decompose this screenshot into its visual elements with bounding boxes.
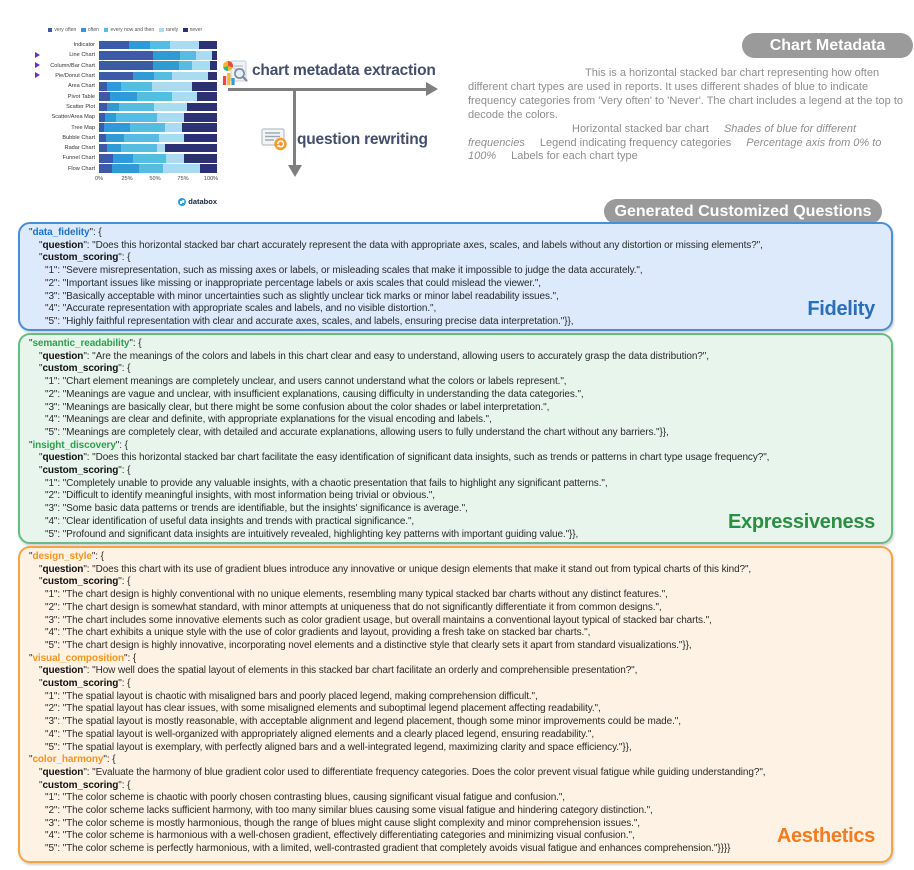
bar-segment — [121, 82, 152, 91]
bar-segment — [113, 154, 133, 163]
bar-segment — [199, 41, 217, 50]
chart-row-label: Scatter Plot — [66, 103, 95, 110]
bar-segment — [179, 61, 192, 70]
chart-row-label: Funnel Chart — [62, 155, 95, 162]
bar-segment — [119, 103, 154, 112]
legend-swatch — [104, 28, 109, 33]
chart-x-axis — [94, 176, 219, 184]
arrow-down-head — [288, 165, 302, 177]
bar-segment — [99, 51, 153, 60]
json-score-line: "2": "Difficult to identify meaningful insights, with most information being trivial or obvious.", — [45, 490, 435, 502]
generated-questions-badge: Generated Customized Questions — [604, 199, 882, 224]
highlight-marker-icon — [35, 72, 40, 78]
json-score-line: "2": "The spatial layout has clear issues, with some misaligned elements and suboptimal legend placement affecting readability.", — [45, 703, 601, 715]
legend-item: never — [183, 27, 202, 33]
bar-segment — [154, 103, 187, 112]
chart-metadata-description: This is a horizontal stacked bar chart representing how often different chart types are used in reports. It uses different shades of blue to indicate frequency categories from 'Very often' to 'Never'. The chart includes a legend at the top to decode the colors. — [468, 67, 903, 121]
chart-row — [33, 102, 217, 112]
json-score-line: "1": "The color scheme is chaotic with poorly chosen contrasting blues, causing significant visual fatigue and confusion.", — [45, 792, 565, 804]
json-question-line: "question": "Does this chart with its use of gradient blues introduce any innovative or unique design elements that make it stand out from typical charts of this kind?", — [39, 563, 752, 575]
metadata-feature: Legend indicating frequency categories — [539, 136, 732, 149]
bar-segment — [208, 72, 217, 81]
json-custom-scoring-line: "custom_scoring": { — [39, 465, 131, 477]
bar-segment — [184, 134, 217, 143]
bar-segment — [129, 41, 150, 50]
json-custom-scoring-line: "custom_scoring": { — [39, 779, 131, 791]
stacked-bar — [99, 134, 217, 143]
bar-segment — [116, 113, 157, 122]
bar-segment — [212, 51, 217, 60]
json-score-line: "4": "The color scheme is harmonious with a well-chosen gradient, effectively differentiating categories and minimizing visual confusion.", — [45, 830, 635, 842]
bar-segment — [184, 113, 217, 122]
json-score-line: "2": "Important issues like missing or inappropriate percentage labels or axis scales that could mislead the viewer.", — [45, 277, 541, 289]
legend-item: very often — [48, 27, 76, 33]
stacked-bar — [99, 154, 217, 163]
x-axis-tick: 25% — [121, 176, 133, 182]
legend-swatch — [81, 28, 86, 33]
json-question-line: "question": "Does this horizontal stacked bar chart accurately represent the data with appropriate axes, scales, and labels without any distortion or missing elements?", — [39, 239, 763, 251]
bar-segment — [99, 154, 113, 163]
chart-row — [33, 122, 217, 132]
chart-row-label: Column/Bar Chart — [50, 62, 95, 69]
bar-segment — [157, 113, 184, 122]
chart-row — [33, 61, 217, 71]
bar-segment — [172, 72, 207, 81]
bar-segment — [163, 164, 201, 173]
chart-row — [33, 71, 217, 81]
json-custom-scoring-line: "custom_scoring": { — [39, 363, 131, 375]
json-question-line: "question": "Are the meanings of the colors and labels in this chart clear and easy to understand, allowing users to accurately grasp the data distribution?", — [39, 350, 709, 362]
chart-row-label: Pivot Table — [67, 93, 95, 100]
json-score-line: "2": "Meanings are vague and unclear, with insufficient explanations, causing difficulty in understanding the data categories.", — [45, 388, 584, 400]
stacked-bar — [99, 113, 217, 122]
metadata-feature: Labels for each chart type — [511, 150, 638, 163]
legend-item: every now and then — [104, 27, 154, 33]
bar-segment — [112, 164, 139, 173]
metadata-feature: Shades of blue for different frequencies — [468, 122, 857, 149]
chart-row-label: Pie/Donut Chart — [55, 73, 95, 80]
json-score-line: "1": "Chart element meanings are completely unclear, and users cannot understand what the colors or labels represent.", — [45, 376, 567, 388]
bar-segment — [137, 92, 172, 101]
json-score-line: "5": "Profound and significant data insights are intuitively revealed, highlighting key patterns with important guiding value."}}, — [45, 528, 579, 540]
json-score-line: "3": "Meanings are basically clear, but there might be some confusion about the color shades or label interpretation.", — [45, 401, 550, 413]
json-score-line: "5": "The color scheme is perfectly harmonious, with a limited, well-contrasted gradient that completely avoids visual fatigue and enhances comprehension."}}}} — [45, 843, 731, 855]
highlight-marker-icon — [35, 62, 40, 68]
bar-segment — [99, 103, 107, 112]
bar-segment — [180, 51, 195, 60]
json-key-line: "color_harmony": { — [29, 754, 116, 766]
bar-segment — [99, 144, 107, 153]
bar-segment — [124, 134, 159, 143]
bar-segment — [166, 154, 184, 163]
json-score-line: "4": "The spatial layout is well-organized with appropriately aligned elements and a clearly placed legend, ensuring readability.", — [45, 728, 595, 740]
x-axis-tick: 0% — [94, 176, 104, 182]
x-axis-tick: 100% — [203, 176, 219, 182]
chart-row — [33, 91, 217, 101]
arrow-right-head — [426, 82, 438, 96]
x-axis-tick: 75% — [177, 176, 189, 182]
stacked-bar — [99, 61, 217, 70]
bar-segment — [192, 82, 217, 91]
stacked-bar — [99, 82, 217, 91]
json-score-line: "1": "Severe misrepresentation, such as missing axes or labels, or misleading scales that make it impossible to judge the data accurately.", — [45, 265, 643, 277]
question-rewriting-icon — [261, 128, 289, 157]
chart-row-label: Flow Chart — [67, 165, 95, 172]
bar-segment — [184, 154, 217, 163]
bar-segment — [210, 61, 217, 70]
question-rewriting-label: question rewriting — [297, 131, 428, 148]
databox-logo-text: databox — [188, 197, 217, 206]
stacked-bar — [99, 72, 217, 81]
bar-segment — [150, 41, 170, 50]
legend-item: rarely — [159, 27, 178, 33]
bar-segment — [99, 61, 153, 70]
chart-row — [33, 112, 217, 122]
stacked-bar — [99, 164, 217, 173]
bar-segment — [159, 134, 184, 143]
chart-row-label: Area Chart — [67, 83, 95, 90]
question-box-aesthetics — [18, 546, 893, 863]
chart-row — [33, 164, 217, 174]
metadata-feature: Horizontal stacked bar chart — [572, 122, 709, 135]
bar-segment — [99, 92, 110, 101]
json-score-line: "5": "The chart design is highly innovative, incorporating novel elements and a distinctive style that clearly sets it apart from standard visualizations."}}, — [45, 639, 692, 651]
json-score-line: "3": "Some basic data patterns or trends are identifiable, but the insights' significance is average.", — [45, 503, 468, 515]
chart-row — [33, 143, 217, 153]
chart-plot-area — [33, 40, 217, 174]
metadata-extraction-label: chart metadata extraction — [252, 62, 436, 79]
json-score-line: "3": "The chart includes some innovative elements such as color gradient usage, but overall maintains a conventional layout typical of stacked bar charts.", — [45, 614, 712, 626]
json-score-line: "4": "Accurate representation with appropriate scales and labels, and no visible distortion.", — [45, 303, 437, 315]
bar-segment — [154, 72, 172, 81]
bar-segment — [107, 103, 119, 112]
bar-segment — [197, 92, 217, 101]
chart-legend — [33, 26, 217, 34]
bar-segment — [170, 41, 200, 50]
bar-segment — [133, 154, 166, 163]
chart-row — [33, 50, 217, 60]
bar-segment — [106, 134, 124, 143]
json-score-line: "1": "The spatial layout is chaotic with misaligned bars and poorly placed legend, making comprehension difficult.", — [45, 690, 538, 702]
bar-segment — [165, 123, 182, 132]
legend-swatch — [183, 28, 188, 33]
chart-metadata-features — [468, 123, 914, 165]
json-score-line: "3": "The spatial layout is mostly reasonable, with acceptable alignment and legend placement, though some minor improvements could be made.", — [45, 716, 681, 728]
bar-segment — [153, 61, 179, 70]
bar-segment — [104, 123, 130, 132]
json-score-line: "3": "The color scheme is mostly harmonious, though the range of blues might cause slight complexity and minor comprehension issues.", — [45, 817, 640, 829]
dimension-label-aesthetics: Aesthetics — [776, 825, 875, 847]
stacked-bar — [99, 144, 217, 153]
json-key-line: "semantic_readability": { — [29, 338, 142, 349]
json-score-line: "1": "Completely unable to provide any valuable insights, with a chaotic presentation that fails to highlight any significant patterns.", — [45, 477, 608, 489]
bar-segment — [99, 72, 133, 81]
chart-metadata-badge: Chart Metadata — [742, 33, 913, 58]
json-question-line: "question": "Evaluate the harmony of blue gradient color used to differentiate frequency categories. Does the color prevent visual fatigue while guiding understanding?", — [39, 766, 766, 778]
chart-row-label: Bubble Chart — [62, 134, 95, 141]
bar-segment — [99, 164, 112, 173]
bar-segment — [105, 113, 116, 122]
arrow-right-line — [228, 88, 428, 91]
bar-segment — [192, 61, 210, 70]
bar-segment — [110, 92, 137, 101]
chart-row — [33, 81, 217, 91]
stacked-bar — [99, 51, 217, 60]
chart-row-label: Scatter/Area Map — [51, 114, 95, 121]
bar-segment — [107, 144, 121, 153]
question-box-fidelity — [18, 222, 893, 331]
json-key-line: "visual_composition": { — [29, 652, 137, 664]
bar-segment — [196, 51, 213, 60]
x-axis-tick: 50% — [149, 176, 161, 182]
json-score-line: "5": "The spatial layout is exemplary, with perfectly aligned bars and a well-integrated legend, maximizing clarity and space efficiency."}}, — [45, 741, 632, 753]
json-key-line: "data_fidelity": { — [29, 227, 102, 238]
question-box-expressiveness — [18, 333, 893, 544]
json-custom-scoring-line: "custom_scoring": { — [39, 252, 131, 264]
bar-segment — [130, 123, 165, 132]
bar-segment — [153, 51, 180, 60]
stacked-bar-chart-image — [33, 22, 219, 206]
chart-row — [33, 153, 217, 163]
chart-row — [33, 40, 217, 50]
dimension-label-fidelity: Fidelity — [807, 298, 875, 320]
json-score-line: "2": "The color scheme lacks sufficient harmony, with too many similar blues causing some visual fatigue and hindering category distinction.", — [45, 805, 653, 817]
json-score-line: "4": "Meanings are clear and definite, with appropriate explanations for the visual encoding and labels.", — [45, 414, 492, 426]
bar-segment — [139, 164, 163, 173]
bar-segment — [182, 123, 217, 132]
legend-swatch — [159, 28, 164, 33]
bar-segment — [121, 144, 156, 153]
json-score-line: "1": "The chart design is highly conventional with no unique elements, resembling many typical stacked bar charts without any distinct features.", — [45, 589, 668, 601]
json-score-line: "3": "Basically acceptable with minor uncertainties such as slightly unclear tick marks or minor label readability issues.", — [45, 290, 559, 302]
json-score-line: "2": "The chart design is somewhat standard, with minor attempts at uniqueness that do not significantly differentiate it from common designs.", — [45, 601, 662, 613]
bar-segment — [200, 164, 217, 173]
json-custom-scoring-line: "custom_scoring": { — [39, 576, 131, 588]
bar-segment — [157, 144, 165, 153]
chart-row-label: Radar Chart — [64, 145, 95, 152]
databox-logo-icon — [178, 198, 186, 206]
databox-logo — [178, 197, 217, 206]
chart-row-label: Tree Map — [71, 124, 95, 131]
json-score-line: "4": "Clear identification of useful data insights and trends with practical significance.", — [45, 515, 415, 527]
stacked-bar — [99, 41, 217, 50]
json-key-line: "insight_discovery": { — [29, 439, 128, 451]
legend-swatch — [48, 28, 53, 33]
json-question-line: "question": "Does this horizontal stacked bar chart facilitate the easy identification of significant data insights, such as trends or patterns in chart type usage frequency?", — [39, 452, 770, 464]
bar-segment — [133, 72, 154, 81]
json-custom-scoring-line: "custom_scoring": { — [39, 678, 131, 690]
json-key-line: "design_style": { — [29, 551, 104, 562]
stacked-bar — [99, 123, 217, 132]
stacked-bar — [99, 103, 217, 112]
bar-segment — [107, 82, 121, 91]
json-score-line: "5": "Highly faithful representation with clear and accurate axes, scales, and labels, ensuring precise data interpretation."}}, — [45, 315, 574, 327]
bar-segment — [152, 82, 192, 91]
bar-segment — [165, 144, 217, 153]
chart-row-label: Line Chart — [69, 52, 95, 59]
metadata-feature: Percentage axis from 0% to 100% — [468, 136, 882, 163]
chart-row-label: Indicator — [73, 42, 95, 49]
json-question-line: "question": "How well does the spatial layout of elements in this stacked bar chart facilitate an orderly and comprehensible presentation?", — [39, 665, 638, 677]
bar-segment — [99, 41, 129, 50]
dimension-label-expressiveness: Expressiveness — [727, 511, 875, 533]
bar-segment — [187, 103, 217, 112]
stacked-bar — [99, 92, 217, 101]
json-score-line: "5": "Meanings are completely clear, with detailed and accurate explanations, allowing users to fully understand the chart without any barriers."}}, — [45, 426, 669, 438]
bar-segment — [99, 82, 107, 91]
arrow-down-line — [293, 88, 296, 166]
json-score-line: "4": "The chart exhibits a unique style with the use of color gradients and layout, providing a fresh take on stacked bar charts.", — [45, 627, 591, 639]
legend-item: often — [81, 27, 99, 33]
bar-segment — [172, 92, 197, 101]
chart-metadata-text — [468, 67, 914, 164]
highlight-marker-icon — [35, 52, 40, 58]
chart-row — [33, 133, 217, 143]
bar-segment — [99, 134, 106, 143]
